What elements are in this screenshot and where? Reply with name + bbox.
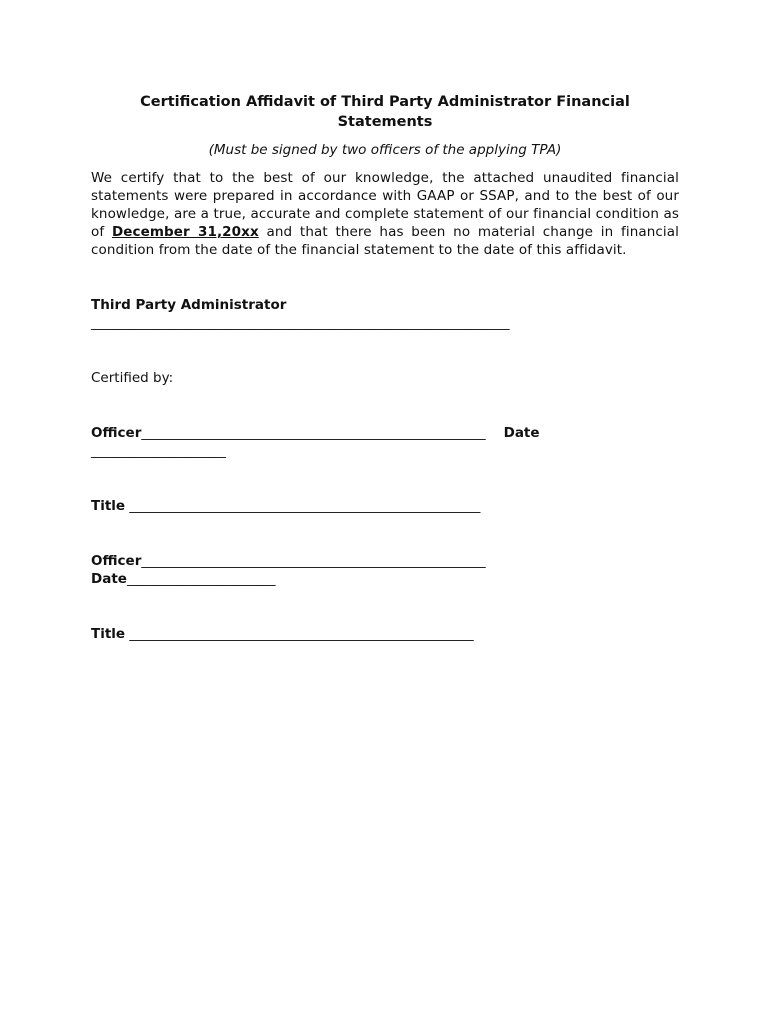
document-title-line2: Statements: [337, 114, 433, 130]
tpa-label: Third Party Administrator: [91, 297, 287, 313]
statement-date: December 31,20xx: [111, 224, 259, 240]
title1-section: [91, 497, 679, 515]
tpa-signature-line[interactable]: ______________________________________________________________: [91, 315, 510, 331]
officer1-section: [91, 424, 679, 460]
paragraph-text-start: We certify that to the best of our knowledge, the attached unaudited financial statements were prepared in accordance with GAAP or SSAP, and to the best of our knowledge, are a true, accurate and complete statement of our financial condition as of: [91, 170, 679, 240]
officer2-signature-line[interactable]: ___________________________________________________: [141, 553, 486, 569]
officer2-label: Officer: [91, 553, 142, 569]
document-subtitle: (Must be signed by two officers of the applying TPA): [208, 142, 562, 158]
title1-line[interactable]: ____________________________________________________: [125, 498, 481, 514]
title2-line[interactable]: ___________________________________________________: [125, 626, 474, 642]
document-title: [91, 92, 679, 132]
certification-paragraph: [91, 169, 679, 259]
officer2-date-label: Date: [91, 571, 127, 587]
document-title-line1: Certification Affidavit of Third Party Administrator Financial: [140, 94, 630, 110]
officer2-date-line[interactable]: ______________________: [126, 571, 276, 587]
title2-label: Title: [91, 626, 126, 642]
officer1-date-label: Date: [503, 425, 540, 441]
officer1-label: Officer: [91, 425, 142, 441]
officer1-signature-line[interactable]: ___________________________________________________: [141, 425, 486, 441]
certified-by-label: Certified by:: [91, 370, 174, 386]
certified-by-section: [91, 369, 679, 387]
tpa-section: [91, 296, 679, 332]
affidavit-page: [91, 92, 679, 643]
paragraph-text-end: and that there has been no material change in financial condition from the date of the financial statement to the date of this affidavit.: [91, 224, 680, 258]
officer1-date-line[interactable]: ____________________: [91, 443, 226, 459]
title2-section: [91, 625, 679, 643]
officer2-section: [91, 552, 679, 588]
title1-label: Title: [91, 498, 126, 514]
